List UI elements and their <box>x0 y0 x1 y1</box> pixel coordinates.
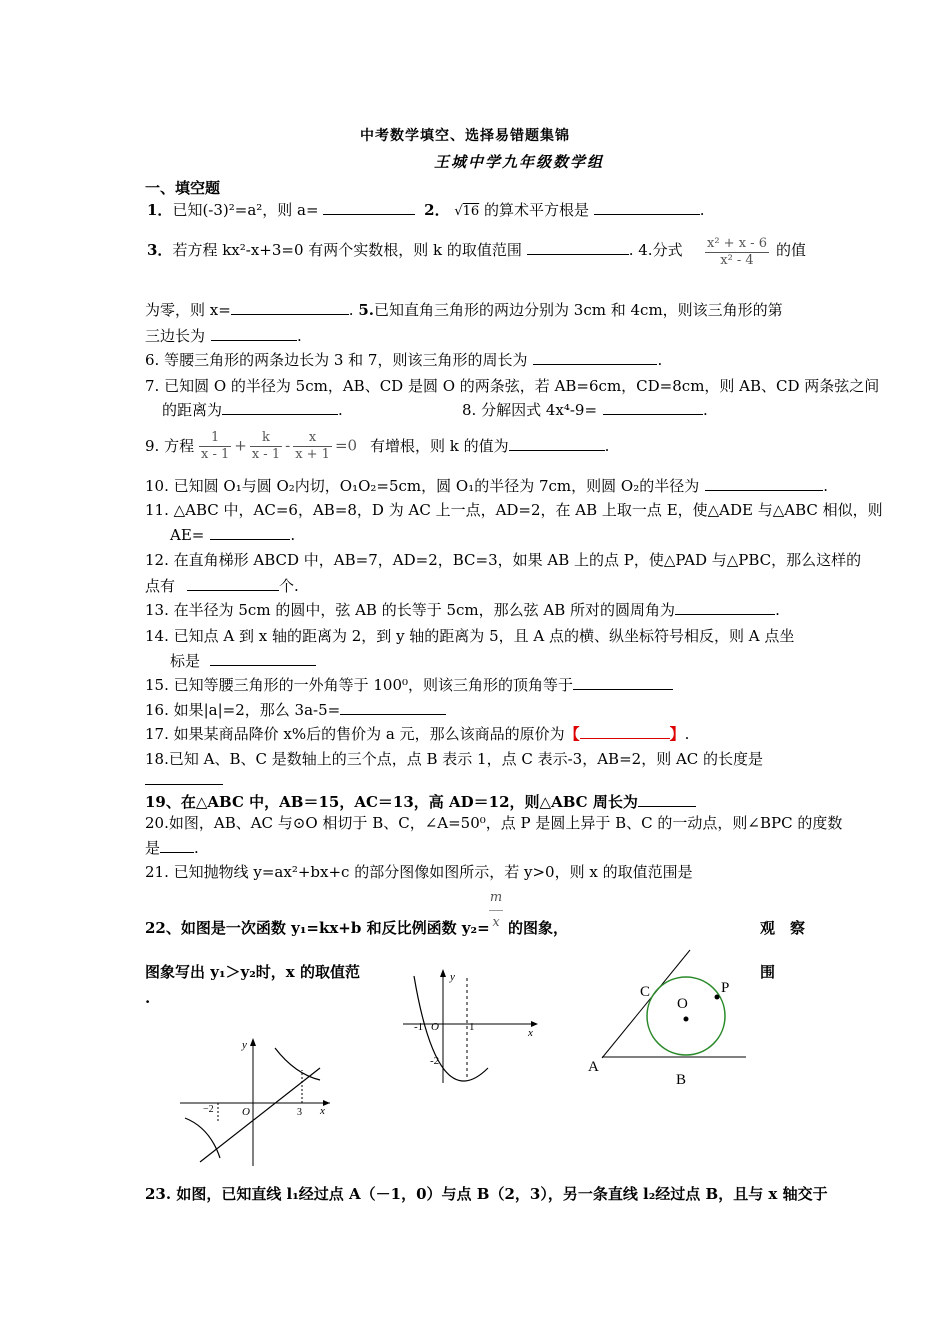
label-neg2: −2 <box>203 1104 214 1115</box>
question-5-line2: 三边长为 . <box>145 327 302 345</box>
question-16: 16. 如果|a|=2，那么 3a-5= <box>145 700 446 720</box>
label-p: P <box>721 980 730 996</box>
question-11-line2: AE= . <box>170 526 296 544</box>
hyperbola-branch-1 <box>275 1048 320 1080</box>
center-point <box>684 1017 689 1022</box>
question-9-post: 有增根，则 k 的值为 . <box>370 437 610 455</box>
figure-linear-reciprocal <box>170 1030 340 1170</box>
question-11: 11. △ABC 中，AC=6，AB=8，D 为 AC 上一点，AD=2，在 AB 上取一点 E，使△ADE 与△ABC 相似，则 <box>145 501 883 519</box>
label-x: x <box>528 1027 533 1039</box>
question-18-blank <box>145 770 223 790</box>
question-4-fraction: $\frac{\text{x² + x - 6}}{\text{x² - 4}}$ <box>707 236 767 268</box>
question-22-right2: 围 <box>760 963 776 981</box>
question-8: 8. 分解因式 4x⁴-9= . <box>462 401 708 419</box>
question-9-equation: $\frac{1}{x - 1}$ + $\frac{k}{x - 1}$ - $\frac{x}{x + 1}$ =0 <box>201 430 358 462</box>
question-22-dot: . <box>145 989 151 1007</box>
question-22-right: 观 察 <box>760 919 806 937</box>
hyperbola-branch-2 <box>185 1118 220 1158</box>
question-22-post: 的图象， <box>508 919 569 937</box>
question-12-line2: 点有 个. <box>145 577 299 595</box>
question-3: 3．若方程 kx²-x+3=0 有两个实数根，则 k 的取值范围 . 4.分式 <box>147 241 683 259</box>
label-1: 1 <box>469 1021 475 1033</box>
label-b: B <box>676 1072 687 1088</box>
question-21: 21. 已知抛物线 y=ax²+bx+c 的部分图像如图所示，若 y>0，则 x 的取值范围是 <box>145 863 693 881</box>
question-4-post: 的值 <box>776 241 807 259</box>
point-p <box>715 995 720 1000</box>
label-a: A <box>588 1059 599 1075</box>
question-12: 12. 在直角梯形 ABCD 中，AB=7，AD=2，BC=3，如果 AB 上的点 P，使△PAD 与△PBC，那么这样的 <box>145 551 862 569</box>
question-4-5: 为零，则 x= . 5.已知直角三角形的两边分别为 3cm 和 4cm，则该三角形的第 <box>145 301 783 319</box>
question-7: 7. 已知圆 O 的半径为 5cm，AB、CD 是圆 O 的两条弦，若 AB=6cm，CD=8cm，则 AB、CD 两条弦之间 <box>145 377 880 395</box>
label-y: y <box>242 1039 247 1051</box>
question-1: 1．已知(-3)²=a²，则 a= 2． √16 的算术平方根是 . <box>147 201 705 219</box>
section-heading: 一、填空题 <box>145 179 221 197</box>
figure-parabola <box>398 968 543 1088</box>
question-6: 6. 等腰三角形的两条边长为 3 和 7，则该三角形的周长为 . <box>145 351 663 369</box>
question-13: 13. 在半径为 5cm 的圆中，弦 AB 的长等于 5cm，那么弦 AB 所对的圆周角为 . <box>145 601 780 619</box>
question-15: 15. 已知等腰三角形的一外角等于 100⁰，则该三角形的顶角等于 <box>145 675 673 695</box>
question-10: 10. 已知圆 O₁与圆 O₂内切，O₁O₂=5cm，圆 O₁的半径为 7cm，则圆 O₂的半径为 . <box>145 477 829 495</box>
circle-o <box>647 977 725 1055</box>
question-20-line2: 是 . <box>145 839 199 857</box>
question-7-line2: 的距离为 . <box>162 401 343 419</box>
question-22-line2: 图象写出 y₁＞y₂时，x 的取值范 <box>145 963 360 981</box>
question-14-line2: 标是 <box>170 651 316 671</box>
question-19: 19、在△ABC 中，AB＝15，AC＝13，高 AD＝12，则△ABC 周长为 <box>145 792 696 812</box>
label-o: O <box>677 996 688 1012</box>
label-3: 3 <box>297 1107 302 1118</box>
figure-tangent-circle <box>582 940 757 1090</box>
label-o: O <box>242 1106 250 1118</box>
question-22: 22、如图是一次函数 y₁=kx+b 和反比例函数 y₂= <box>145 919 490 937</box>
label-neg1: -1 <box>414 1021 424 1033</box>
question-14: 14. 已知点 A 到 x 轴的距离为 2，到 y 轴的距离为 5，且 A 点的横、纵坐标符号相反，则 A 点坐 <box>145 627 795 645</box>
question-18: 18.已知 A、B、C 是数轴上的三个点，点 B 表示 1，点 C 表示-3，AB=2，则 AC 的长度是 <box>145 750 764 768</box>
label-neg2: -2 <box>430 1055 440 1067</box>
question-9: 9. 方程 <box>145 437 195 455</box>
page-title: 中考数学填空、选择易错题集锦 <box>360 128 570 144</box>
question-22-m: m x <box>489 890 503 930</box>
page-subtitle: 王城中学九年级数学组 <box>434 153 605 171</box>
label-x: x <box>320 1105 325 1117</box>
question-17: 17. 如果某商品降价 x%后的售价为 a 元，那么该商品的原价为【 】. <box>145 725 690 743</box>
question-23: 23. 如图，已知直线 l₁经过点 A（－1，0）与点 B（2，3），另一条直线 l₂经过点 B，且与 x 轴交于 <box>145 1185 828 1203</box>
parabola-curve <box>414 976 488 1081</box>
label-c: C <box>640 984 651 1000</box>
label-o: O <box>431 1021 439 1033</box>
label-y: y <box>450 971 455 983</box>
question-20: 20.如图，AB、AC 与⊙O 相切于 B、C，∠A=50⁰，点 P 是圆上异于 B、C 的一动点，则∠BPC 的度数 <box>145 814 843 832</box>
